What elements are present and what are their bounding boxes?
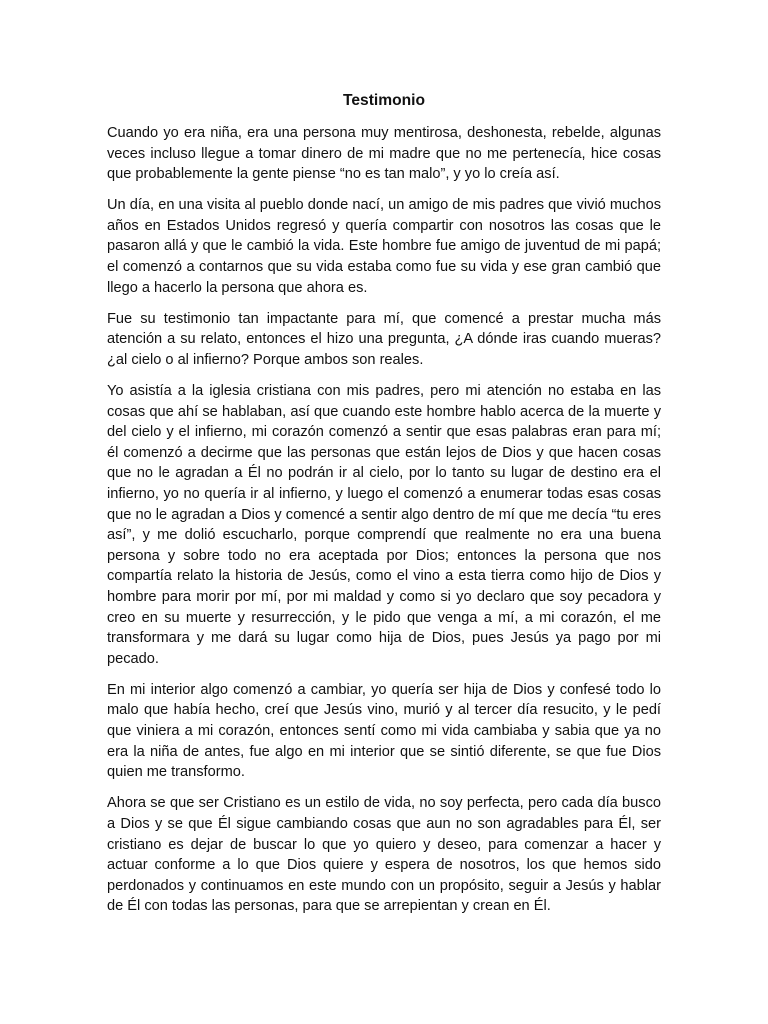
paragraph-5: En mi interior algo comenzó a cambiar, yo quería ser hija de Dios y confesé todo lo malo que había hecho, creí que Jesús vino, murió y al tercer día resucito, y le pedí que viniera a mi corazón, entonces sentí como mi vida cambiaba y sabia que ya no era la niña de antes, fue algo en mi interior que se sintió diferente, se que fue Dios quien me transformo.: [107, 681, 661, 781]
paragraph-2: Un día, en una visita al pueblo donde nací, un amigo de mis padres que vivió muchos años en Estados Unidos regresó y quería compartir con nosotros las cosas que le pasaron allá y que le cambió la vida. Este hombre fue amigo de juventud de mi papá; el comenzó a contarnos que su vida estaba como fue su vida y ese gran cambió que llego a hacerlo la persona que ahora es.: [107, 197, 661, 296]
paragraph-4: Yo asistía a la iglesia cristiana con mis padres, pero mi atención no estaba en las cosas que ahí se hablaban, así que cuando este hombre hablo acerca de la muerte y del cielo y el infierno, mi corazón comenzó a sentir que esas palabras eran para mí; él comenzó a decirme que las personas que están lejos de Dios y que hacen cosas que no le agradan a Él no podrán ir al cielo, por lo tanto su lugar de destino era el infierno, yo no quería ir al infierno, y luego el comenzó a enumerar todas esas cosas que no le agradan a Dios y comencé a sentir algo dentro de mí que me decía “tu eres así”, y me dolió escucharlo, porque comprendí que realmente no era una buena persona y sobre todo no era aceptada por Dios; entonces la persona que nos compartía relato la historia de Jesús, como el vino a esta tierra como hijo de Dios y hombre para morir por mí, por mi maldad y como si yo declaro que soy pecadora y creo en su muerte y resurrección, y le pido que venga a mí, a mi corazón, el me transformara y me dará su lugar como hija de Dios, pues Jesús ya pago por mi pecado.: [107, 383, 661, 667]
document-page: [107, 90, 661, 927]
paragraph-3: Fue su testimonio tan impactante para mí, que comencé a prestar mucha más atención a su relato, entonces el hizo una pregunta, ¿A dónde iras cuando mueras? ¿al cielo o al infierno? Porque ambos son reales.: [107, 310, 661, 368]
paragraph-1: Cuando yo era niña, era una persona muy mentirosa, deshonesta, rebelde, algunas veces incluso llegue a tomar dinero de mi madre que no me pertenecía, hice cosas que probablemente la gente piense “no es tan malo”, y yo lo creía así.: [107, 125, 661, 183]
document-title: Testimonio: [342, 92, 425, 109]
paragraph-6: Ahora se que ser Cristiano es un estilo de vida, no soy perfecta, pero cada día busco a Dios y se que Él sigue cambiando cosas que aun no son agradables para Él, ser cristiano es dejar de buscar lo que yo quiero y deseo, para comenzar a hacer y actuar conforme a lo que Dios quiere y espera de nosotros, los que hemos sido perdonados y continuamos en este mundo con un propósito, seguir a Jesús y hablar de Él con todas las personas, para que se arrepientan y crean en Él.: [107, 795, 661, 915]
